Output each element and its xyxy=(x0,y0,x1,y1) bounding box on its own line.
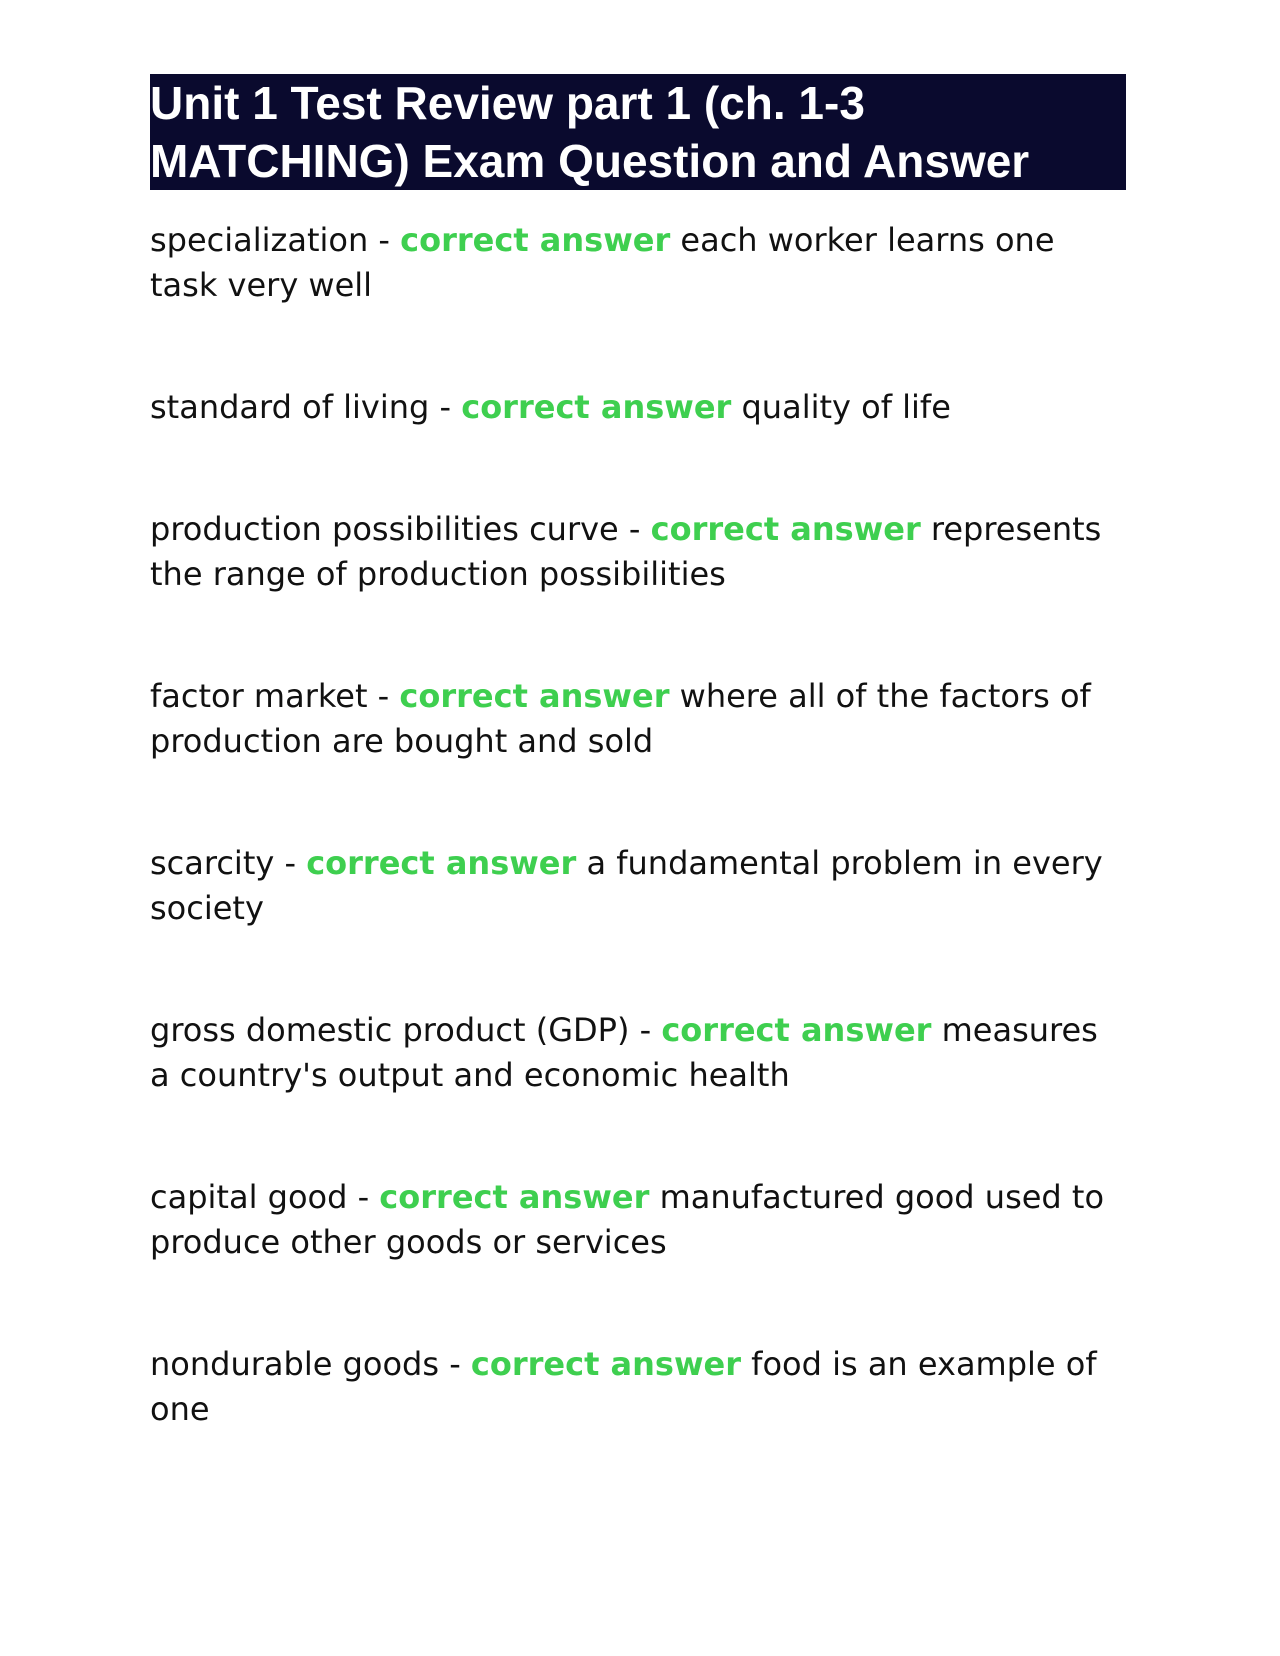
qa-term: gross domestic product (GDP) xyxy=(150,1011,630,1049)
correct-answer-label: correct answer xyxy=(470,1345,741,1383)
qa-term: specialization xyxy=(150,221,369,259)
qa-separator: - xyxy=(368,221,401,259)
correct-answer-label: correct answer xyxy=(379,1178,650,1216)
qa-definition: a fundamental problem in every society xyxy=(150,844,1103,927)
qa-separator: - xyxy=(347,1178,380,1216)
qa-term: scarcity xyxy=(150,844,275,882)
qa-item xyxy=(150,1342,1126,1432)
qa-term: factor market xyxy=(150,677,368,715)
qa-term: capital good xyxy=(150,1178,348,1216)
document-title: Unit 1 Test Review part 1 (ch. 1-3 MATCHING) Exam Question and Answer xyxy=(150,74,1126,190)
qa-term: production possibilities curve xyxy=(150,510,619,548)
qa-definition: quality of life xyxy=(741,388,951,426)
correct-answer-label: correct answer xyxy=(400,221,671,259)
correct-answer-label: correct answer xyxy=(306,844,577,882)
qa-item xyxy=(150,1175,1126,1265)
qa-separator: - xyxy=(367,677,400,715)
qa-separator: - xyxy=(629,1011,662,1049)
qa-item xyxy=(150,218,1126,308)
qa-separator: - xyxy=(274,844,307,882)
qa-definition: each worker learns one task very well xyxy=(150,221,1055,304)
qa-list xyxy=(150,218,1126,1432)
qa-definition: measures a country's output and economic health xyxy=(150,1011,1098,1094)
qa-separator: - xyxy=(618,510,651,548)
qa-definition: manufactured good used to produce other goods or services xyxy=(150,1178,1105,1261)
qa-term: nondurable goods xyxy=(150,1345,440,1383)
qa-definition: represents the range of production possibilities xyxy=(150,510,1102,593)
correct-answer-label: correct answer xyxy=(661,1011,932,1049)
qa-item xyxy=(150,674,1126,764)
qa-definition: food is an example of one xyxy=(150,1345,1097,1428)
qa-item xyxy=(150,385,1126,430)
correct-answer-label: correct answer xyxy=(650,510,921,548)
qa-item xyxy=(150,507,1126,597)
qa-item xyxy=(150,1008,1126,1098)
qa-term: standard of living xyxy=(150,388,430,426)
qa-separator: - xyxy=(429,388,462,426)
qa-item xyxy=(150,841,1126,931)
correct-answer-label: correct answer xyxy=(399,677,670,715)
qa-definition: where all of the factors of production are bought and sold xyxy=(150,677,1091,760)
qa-separator: - xyxy=(439,1345,471,1383)
document-page xyxy=(150,74,1126,1509)
correct-answer-label: correct answer xyxy=(461,388,732,426)
